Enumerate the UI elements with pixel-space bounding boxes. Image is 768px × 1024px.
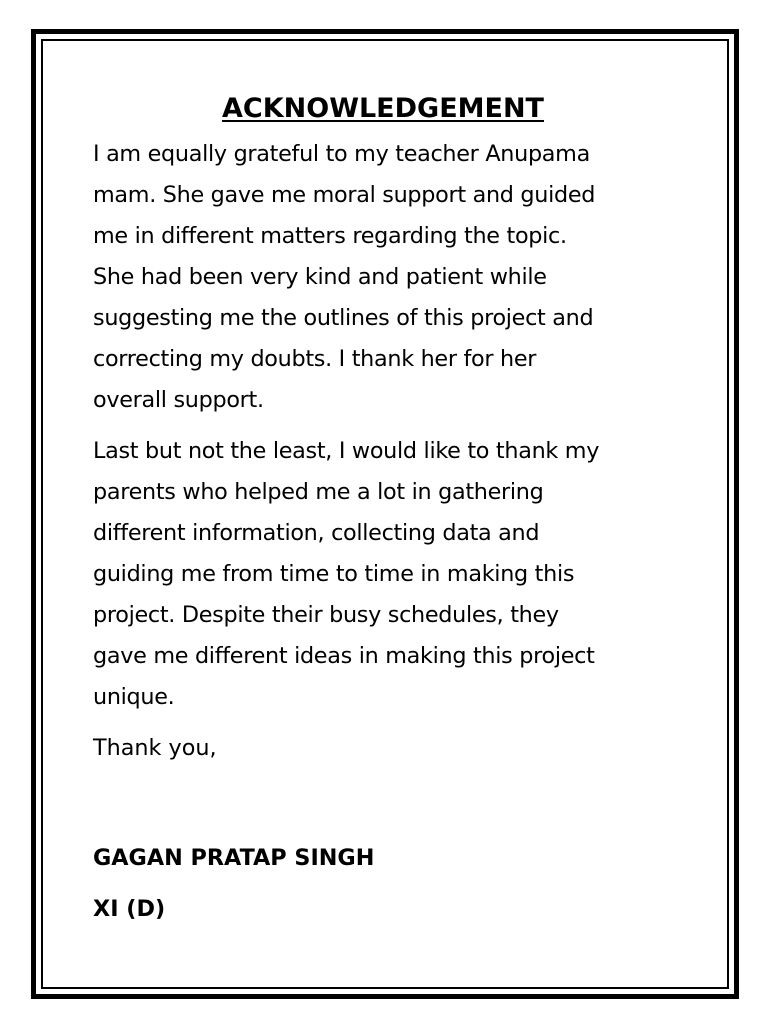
- paragraph-teacher: I am equally grateful to my teacher Anupama mam. She gave me moral support and guided me in different matters regarding the topic. She had been very kind and patient while suggesting me the outlines of this project and correcting my doubts. I thank her for her overall support.: [93, 141, 596, 413]
- closing-line: Thank you,: [93, 735, 217, 761]
- signature-name: GAGAN PRATAP SINGH: [93, 845, 375, 871]
- signature-class: XI (D): [93, 896, 166, 922]
- paragraph-parents: Last but not the least, I would like to thank my parents who helped me a lot in gathering different information, collecting data and guiding me from time to time in making this project. Despite their busy schedules, they gave me different ideas in making this project unique.: [93, 438, 600, 710]
- document-body: [93, 88, 693, 769]
- page-title: ACKNOWLEDGEMENT: [222, 93, 544, 124]
